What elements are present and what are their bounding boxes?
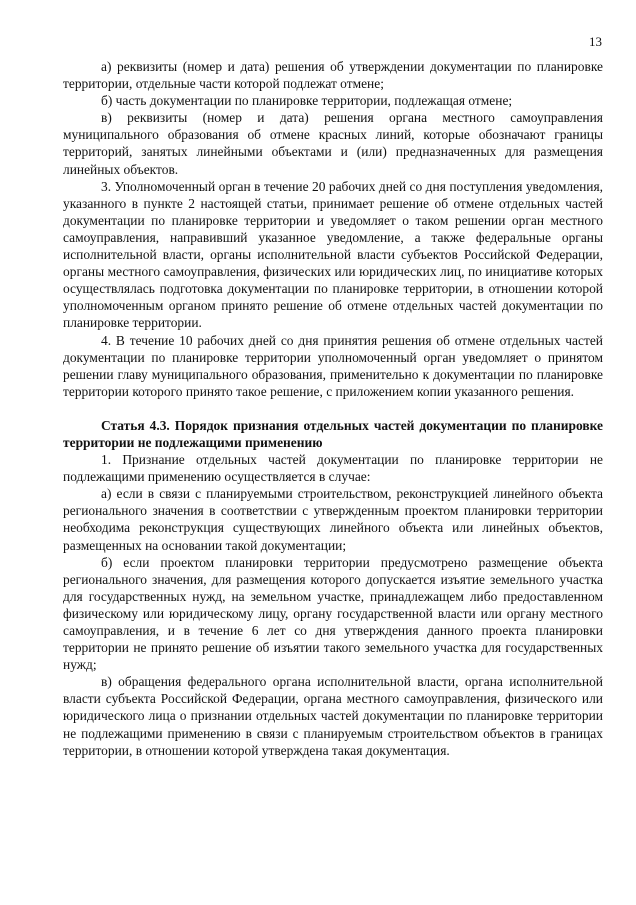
paragraph-requisites-decision: а) реквизиты (номер и дата) решения об утверждении документации по планировке территории, отдельные части которой подлежат отмене; <box>63 59 603 92</box>
document-body <box>63 58 603 759</box>
paragraph-requisites-red-lines: в) реквизиты (номер и дата) решения органа местного самоуправления муниципального образования об отмене красных линий, которые обозначают границы территорий, занятых линейными объектами и (или) предназначенных для размещения линейных объектов. <box>63 110 603 177</box>
article-4-3-heading: Статья 4.3. Порядок признания отдельных частей документации по планировке территории не подлежащими применению <box>63 417 603 450</box>
page-number: 13 <box>589 34 602 49</box>
paragraph-case-v: в) обращения федерального органа исполнительной власти, органа исполнительной власти субъекта Российской Федерации, органа местного самоуправления, физического или юридического лица о признании отдельных частей документации по планировке территории не подлежащими применению в связи с планируемым строительством объектов в границах территории, в отношении которой утверждена такая документация. <box>63 674 603 758</box>
paragraph-part-to-cancel: б) часть документации по планировке территории, подлежащая отмене; <box>101 93 513 109</box>
paragraph-case-a: а) если в связи с планируемыми строительством, реконструкцией линейного объекта регионального значения в соответствии с утвержденным проектом планировки территории необходима реконструкция существующих линейного объекта или линейных объектов, размещенных на основании такой документации; <box>63 486 603 553</box>
paragraph-case-b: б) если проектом планировки территории предусмотрено размещение объекта регионального значения, для размещения которого допускается изъятие земельного участка для государственных нужд, на земельном участке, принадлежащем либо предоставленном физическому или юридическому лицу, органу государственной власти или органу местного самоуправления, и в течение 6 лет со дня утверждения данного проекта планировки территории не принято решение об изъятии такого земельного участка для государственных нужд; <box>63 554 603 673</box>
paragraph-clause-3: 3. Уполномоченный орган в течение 20 рабочих дней со дня поступления уведомления, указанного в пункте 2 настоящей статьи, принимает решение об отмене отдельных частей документации по планировке территории и уведомляет о таком решении орган местного самоуправления, направивший указанное уведомление, а также федеральные органы исполнительной власти, органы исполнительной власти субъектов Российской Федерации, органы местного самоуправления, физических или юридических лиц, по инициативе которых осуществлялась подготовка документации по планировке территории, в отношении которой уполномоченным органом принято решение об отмене отдельных частей документации по планировке территории. <box>63 178 603 331</box>
paragraph-clause-4: 4. В течение 10 рабочих дней со дня принятия решения об отмене отдельных частей документации по планировке территории уполномоченный орган уведомляет о принятом решении главу муниципального образования, применительно к документации по планировке территории которого принято такое решение, с приложением копии указанного решения. <box>63 332 603 399</box>
paragraph-article-clause-1: 1. Признание отдельных частей документации по планировке территории не подлежащими применению осуществляется в случае: <box>63 452 603 485</box>
